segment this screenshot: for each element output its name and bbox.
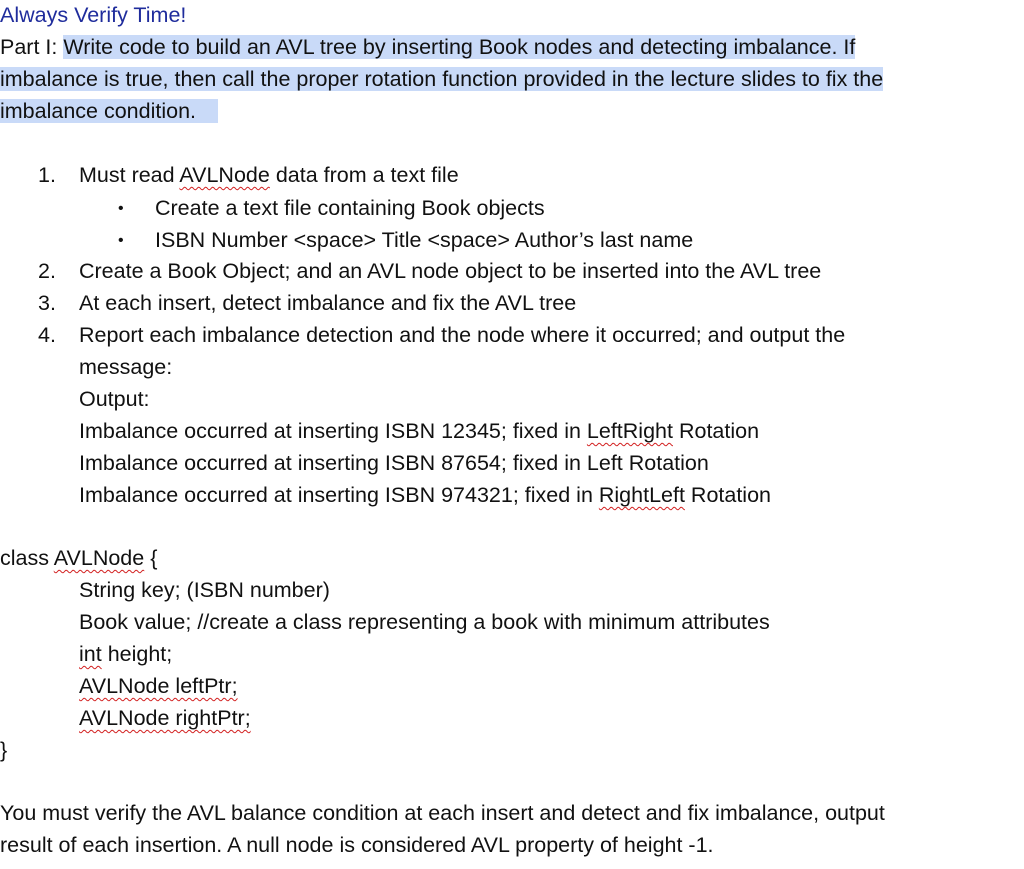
list-item-1 bbox=[79, 160, 459, 191]
part1-highlight-3: imbalance condition. bbox=[0, 99, 218, 123]
part1-highlight-2: imbalance is true, then call the proper rotation function provided in the lecture slides to fix the bbox=[0, 67, 884, 91]
part1-highlight-1: Write code to build an AVL tree by inserting Book nodes and detecting imbalance. If bbox=[63, 35, 856, 59]
bullet-item-2: ISBN Number <space> Title <space> Author’s last name bbox=[155, 228, 694, 252]
bullet-icon: • bbox=[118, 200, 124, 217]
list-item-2: Create a Book Object; and an AVL node object to be inserted into the AVL tree bbox=[79, 259, 822, 283]
class-name: AVLNode bbox=[53, 546, 145, 570]
bullet-icon: • bbox=[118, 232, 124, 249]
part1-line-3 bbox=[0, 96, 218, 127]
list-item-1-pre: Must read bbox=[79, 163, 180, 187]
output-line-2: Imbalance occurred at inserting ISBN 87654; fixed in Left Rotation bbox=[79, 451, 709, 475]
document-title: Always Verify Time! bbox=[0, 3, 187, 27]
list-item-4-line-1: Report each imbalance detection and the node where it occurred; and output the bbox=[79, 323, 846, 347]
class-open-brace: { bbox=[144, 546, 158, 570]
list-number-1: 1. bbox=[38, 163, 56, 187]
output-1-pre: Imbalance occurred at inserting ISBN 12345; fixed in bbox=[79, 419, 587, 443]
list-number-3: 3. bbox=[38, 291, 56, 315]
output-3-pre: Imbalance occurred at inserting ISBN 974321; fixed in bbox=[79, 483, 599, 507]
part1-line-2 bbox=[0, 64, 883, 95]
list-number-4: 4. bbox=[38, 323, 56, 347]
output-3-post: Rotation bbox=[684, 483, 771, 507]
code-field-rightptr: AVLNode rightPtr; bbox=[79, 706, 251, 730]
class-keyword: class bbox=[0, 546, 54, 570]
code-height-name: height; bbox=[101, 642, 173, 666]
list-item-1-post: data from a text file bbox=[269, 163, 459, 187]
list-item-1-term: AVLNode bbox=[179, 163, 270, 187]
closing-line-1: You must verify the AVL balance condition at each insert and detect and fix imbalance, output bbox=[0, 801, 885, 825]
code-field-height bbox=[79, 639, 172, 670]
output-line-1 bbox=[79, 416, 759, 447]
class-close-brace: } bbox=[0, 738, 8, 762]
output-line-3 bbox=[79, 480, 771, 511]
list-item-3: At each insert, detect imbalance and fix the AVL tree bbox=[79, 291, 577, 315]
output-label: Output: bbox=[79, 387, 150, 411]
class-declaration bbox=[0, 543, 157, 574]
code-int-keyword: int bbox=[79, 642, 102, 666]
output-3-term: RightLeft bbox=[598, 483, 685, 507]
output-1-term: LeftRight bbox=[586, 419, 673, 443]
closing-line-2: result of each insertion. A null node is considered AVL property of height -1. bbox=[0, 833, 714, 857]
part1-line-1 bbox=[0, 32, 855, 63]
code-field-key: String key; (ISBN number) bbox=[79, 578, 330, 602]
output-1-post: Rotation bbox=[672, 419, 760, 443]
bullet-item-1: Create a text file containing Book objects bbox=[155, 196, 545, 220]
list-number-2: 2. bbox=[38, 259, 56, 283]
part1-prefix: Part I: bbox=[0, 35, 64, 59]
list-item-4-line-2: message: bbox=[79, 355, 173, 379]
code-field-leftptr: AVLNode leftPtr; bbox=[79, 674, 238, 698]
code-field-value: Book value; //create a class representing a book with minimum attributes bbox=[79, 610, 770, 634]
